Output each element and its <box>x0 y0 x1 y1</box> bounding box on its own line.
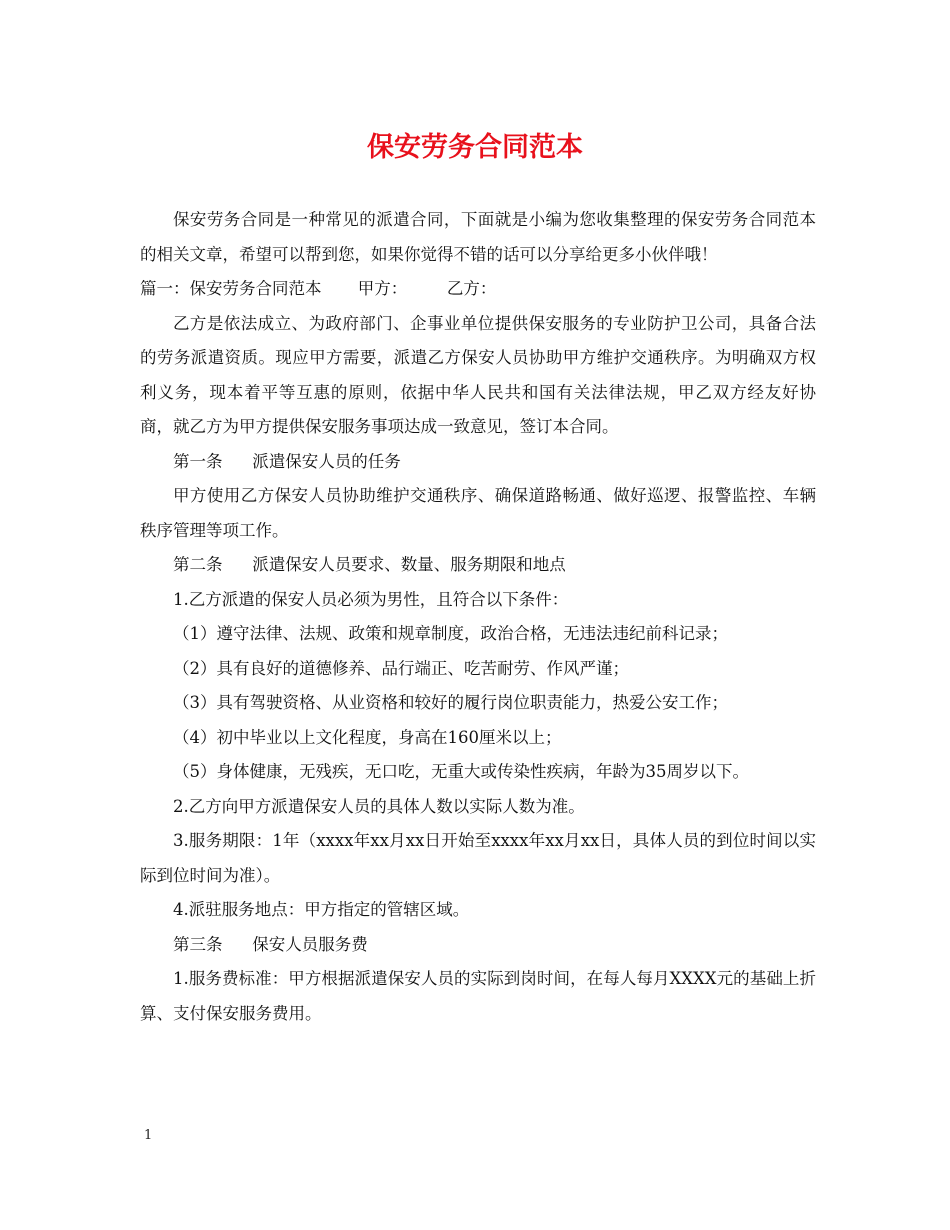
party-a-label: 甲方： <box>357 279 408 298</box>
contract-preamble: 乙方是依法成立、为政府部门、企事业单位提供保安服务的专业防护卫公司，具备合法的劳务派遣资质。现应甲方需要，派遣乙方保安人员协助甲方维护交通秩序。为明确双方权利义务，现本着平等互惠的原则，依据中华人民共和国有关法律法规，甲乙双方经友好协商，就乙方为甲方提供保安服务事项达成一致意见，签订本合同。 <box>140 313 816 436</box>
condition-item: （1）遵守法律、法规、政策和规章制度，政治合格，无违法违纪前科记录； <box>173 624 728 643</box>
section-heading-pian1 <box>140 272 816 307</box>
article-2-number: 第二条 <box>173 555 223 574</box>
pian1-label: 篇一：保安劳务合同范本 <box>140 279 322 298</box>
article-1-heading <box>140 445 816 480</box>
party-b-label: 乙方： <box>446 279 497 298</box>
condition-item: （5）身体健康，无残疾，无口吃，无重大或传染性疾病，年龄为35周岁以下。 <box>173 762 749 781</box>
article-1-text: 甲方使用乙方保安人员协助维护交通秩序、确保道路畅通、做好巡逻、报警监控、车辆秩序管理等项工作。 <box>140 486 816 540</box>
condition-item: （3）具有驾驶资格、从业资格和较好的履行岗位职责能力，热爱公安工作； <box>173 693 728 712</box>
article-2-item-4: 4.派驻服务地点：甲方指定的管辖区域。 <box>173 900 470 919</box>
article-2-item-1: 1.乙方派遣的保安人员必须为男性，且符合以下条件： <box>173 589 569 609</box>
article-1-number: 第一条 <box>173 451 223 471</box>
article-1-title: 派遣保安人员的任务 <box>252 451 401 471</box>
document-title: 保安劳务合同范本 <box>367 132 583 163</box>
article-2-heading <box>140 548 816 583</box>
article-3-heading <box>140 928 816 963</box>
article-2-item-2: 2.乙方向甲方派遣保安人员的具体人数以实际人数为准。 <box>173 796 585 816</box>
condition-item: （4）初中毕业以上文化程度，身高在160厘米以上； <box>173 727 562 747</box>
intro-paragraph: 保安劳务合同是一种常见的派遣合同，下面就是小编为您收集整理的保安劳务合同范本的相关文章，希望可以帮到您，如果你觉得不错的话可以分享给更多小伙伴哦！ <box>140 210 816 264</box>
article-3-item-1: 1.服务费标准：甲方根据派遣保安人员的实际到岗时间，在每人每月XXXX元的基础上折算、支付保安服务费用。 <box>140 969 816 1023</box>
article-3-number: 第三条 <box>173 934 223 954</box>
article-3-title: 保安人员服务费 <box>252 934 368 954</box>
article-2-title: 派遣保安人员要求、数量、服务期限和地点 <box>252 555 566 574</box>
page-number: 1 <box>144 1128 153 1143</box>
document-body <box>140 203 816 1031</box>
article-2-item-3: 3.服务期限：1年（xxxx年xx月xx日开始至xxxx年xx月xx日，具体人员的到位时间以实际到位时间为准）。 <box>140 831 816 885</box>
condition-item: （2）具有良好的道德修养、品行端正、吃苦耐劳、作风严谨； <box>173 658 629 678</box>
